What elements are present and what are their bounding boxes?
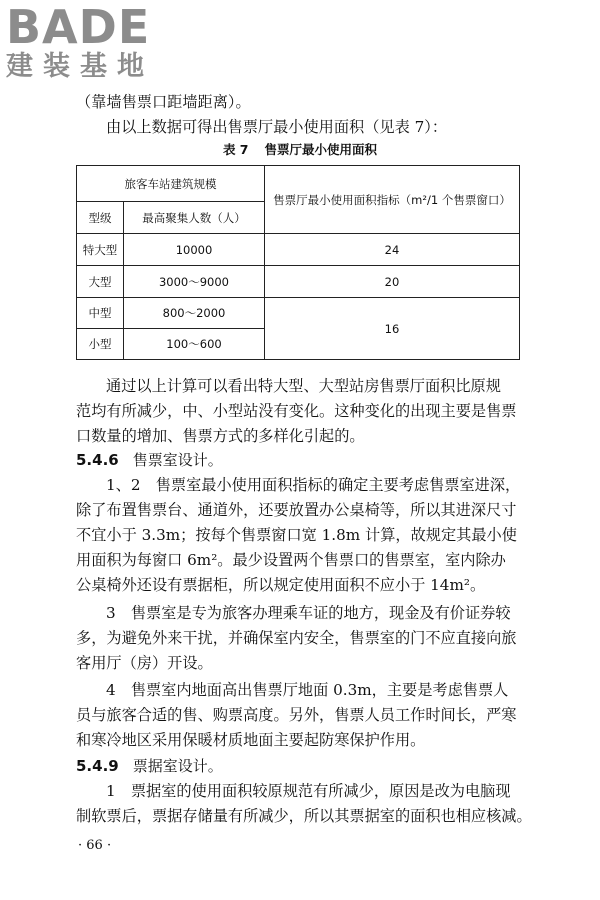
paragraph-line: 1 票据室的使用面积较原规范有所减少，原因是改为电脑现: [106, 782, 511, 800]
section-title: 售票室设计。: [132, 451, 223, 469]
cell-people: 3000～9000: [124, 266, 265, 298]
paragraph-line: 除了布置售票台、通道外，还要放置办公桌椅等，所以其进深尺寸: [76, 501, 517, 519]
paragraph-line: 3 售票室是专为旅客办理乘车证的地方，现金及有价证券较: [106, 604, 511, 622]
watermark-brand: BADE: [6, 0, 151, 54]
paragraph-line: 通过以上计算可以看出特大型、大型站房售票厅面积比原规: [106, 377, 501, 395]
table-title: 售票厅最小使用面积: [264, 142, 378, 157]
table-col-type: 型级: [77, 202, 124, 234]
section-title: 票据室设计。: [132, 757, 223, 775]
paragraph-line: 公桌椅外还设有票据柜，所以规定使用面积不应小于 14m²。: [76, 576, 486, 594]
cell-area: 16: [265, 298, 520, 360]
table-group-header: 旅客车站建筑规模: [77, 166, 265, 202]
table-col-area: 售票厅最小使用面积指标（m²/1 个售票窗口）: [265, 166, 520, 234]
page-number: · 66 ·: [78, 838, 112, 853]
paragraph-line: 口数量的增加、售票方式的多样化引起的。: [76, 427, 365, 445]
cell-people: 10000: [124, 234, 265, 266]
area-table: [76, 165, 520, 360]
paragraph-line: 用面积为每窗口 6m²。最少设置两个售票口的售票室，室内除办: [76, 551, 506, 569]
paragraph-line: 1、2 售票室最小使用面积指标的确定主要考虑售票室进深，: [106, 476, 521, 494]
cell-type: 中型: [77, 298, 124, 329]
cell-type: 特大型: [77, 234, 124, 266]
paragraph-line: 和寒冷地区采用保暖材质地面主要起防寒保护作用。: [76, 731, 426, 749]
table-col-people: 最高聚集人数（人）: [124, 202, 265, 234]
paragraph-line: 范均有所减少，中、小型站没有变化。这种变化的出现主要是售票: [76, 402, 517, 420]
watermark-subtitle: 建装基地: [6, 51, 154, 82]
summary-line: 由以上数据可得出售票厅最小使用面积（见表 7）：: [106, 118, 448, 136]
cell-people: 100～600: [124, 329, 265, 360]
table-number: 表 7: [222, 142, 249, 157]
paragraph-line: 4 售票室内地面高出售票厅地面 0.3m，主要是考虑售票人: [106, 681, 509, 699]
paragraph-line: 员与旅客合适的售、购票高度。另外，售票人员工作时间长，严寒: [76, 706, 517, 724]
paragraph-line: 多，为避免外来干扰，并确保室内安全，售票室的门不应直接向旅: [76, 629, 517, 647]
table-row: [77, 298, 520, 329]
section-heading-549: [76, 756, 223, 776]
paragraph-line: 客用厅（房）开设。: [76, 654, 213, 672]
intro-line: （靠墙售票口距墙距离）。: [76, 93, 251, 111]
cell-area: 20: [265, 266, 520, 298]
watermark-logo: [6, 0, 181, 82]
section-heading-546: [76, 450, 223, 470]
table-row: [77, 234, 520, 266]
cell-area: 24: [265, 234, 520, 266]
paragraph-line: 不宜小于 3.3m；按每个售票窗口宽 1.8m 计算，故规定其最小使: [76, 526, 517, 544]
paragraph-line: 制软票后，票据存储量有所减少，所以其票据室的面积也相应核减。: [76, 807, 532, 825]
cell-people: 800～2000: [124, 298, 265, 329]
section-number: 5.4.6: [76, 451, 119, 469]
table-caption: [0, 140, 600, 158]
section-number: 5.4.9: [76, 757, 119, 775]
cell-type: 大型: [77, 266, 124, 298]
table-row: [77, 266, 520, 298]
cell-type: 小型: [77, 329, 124, 360]
